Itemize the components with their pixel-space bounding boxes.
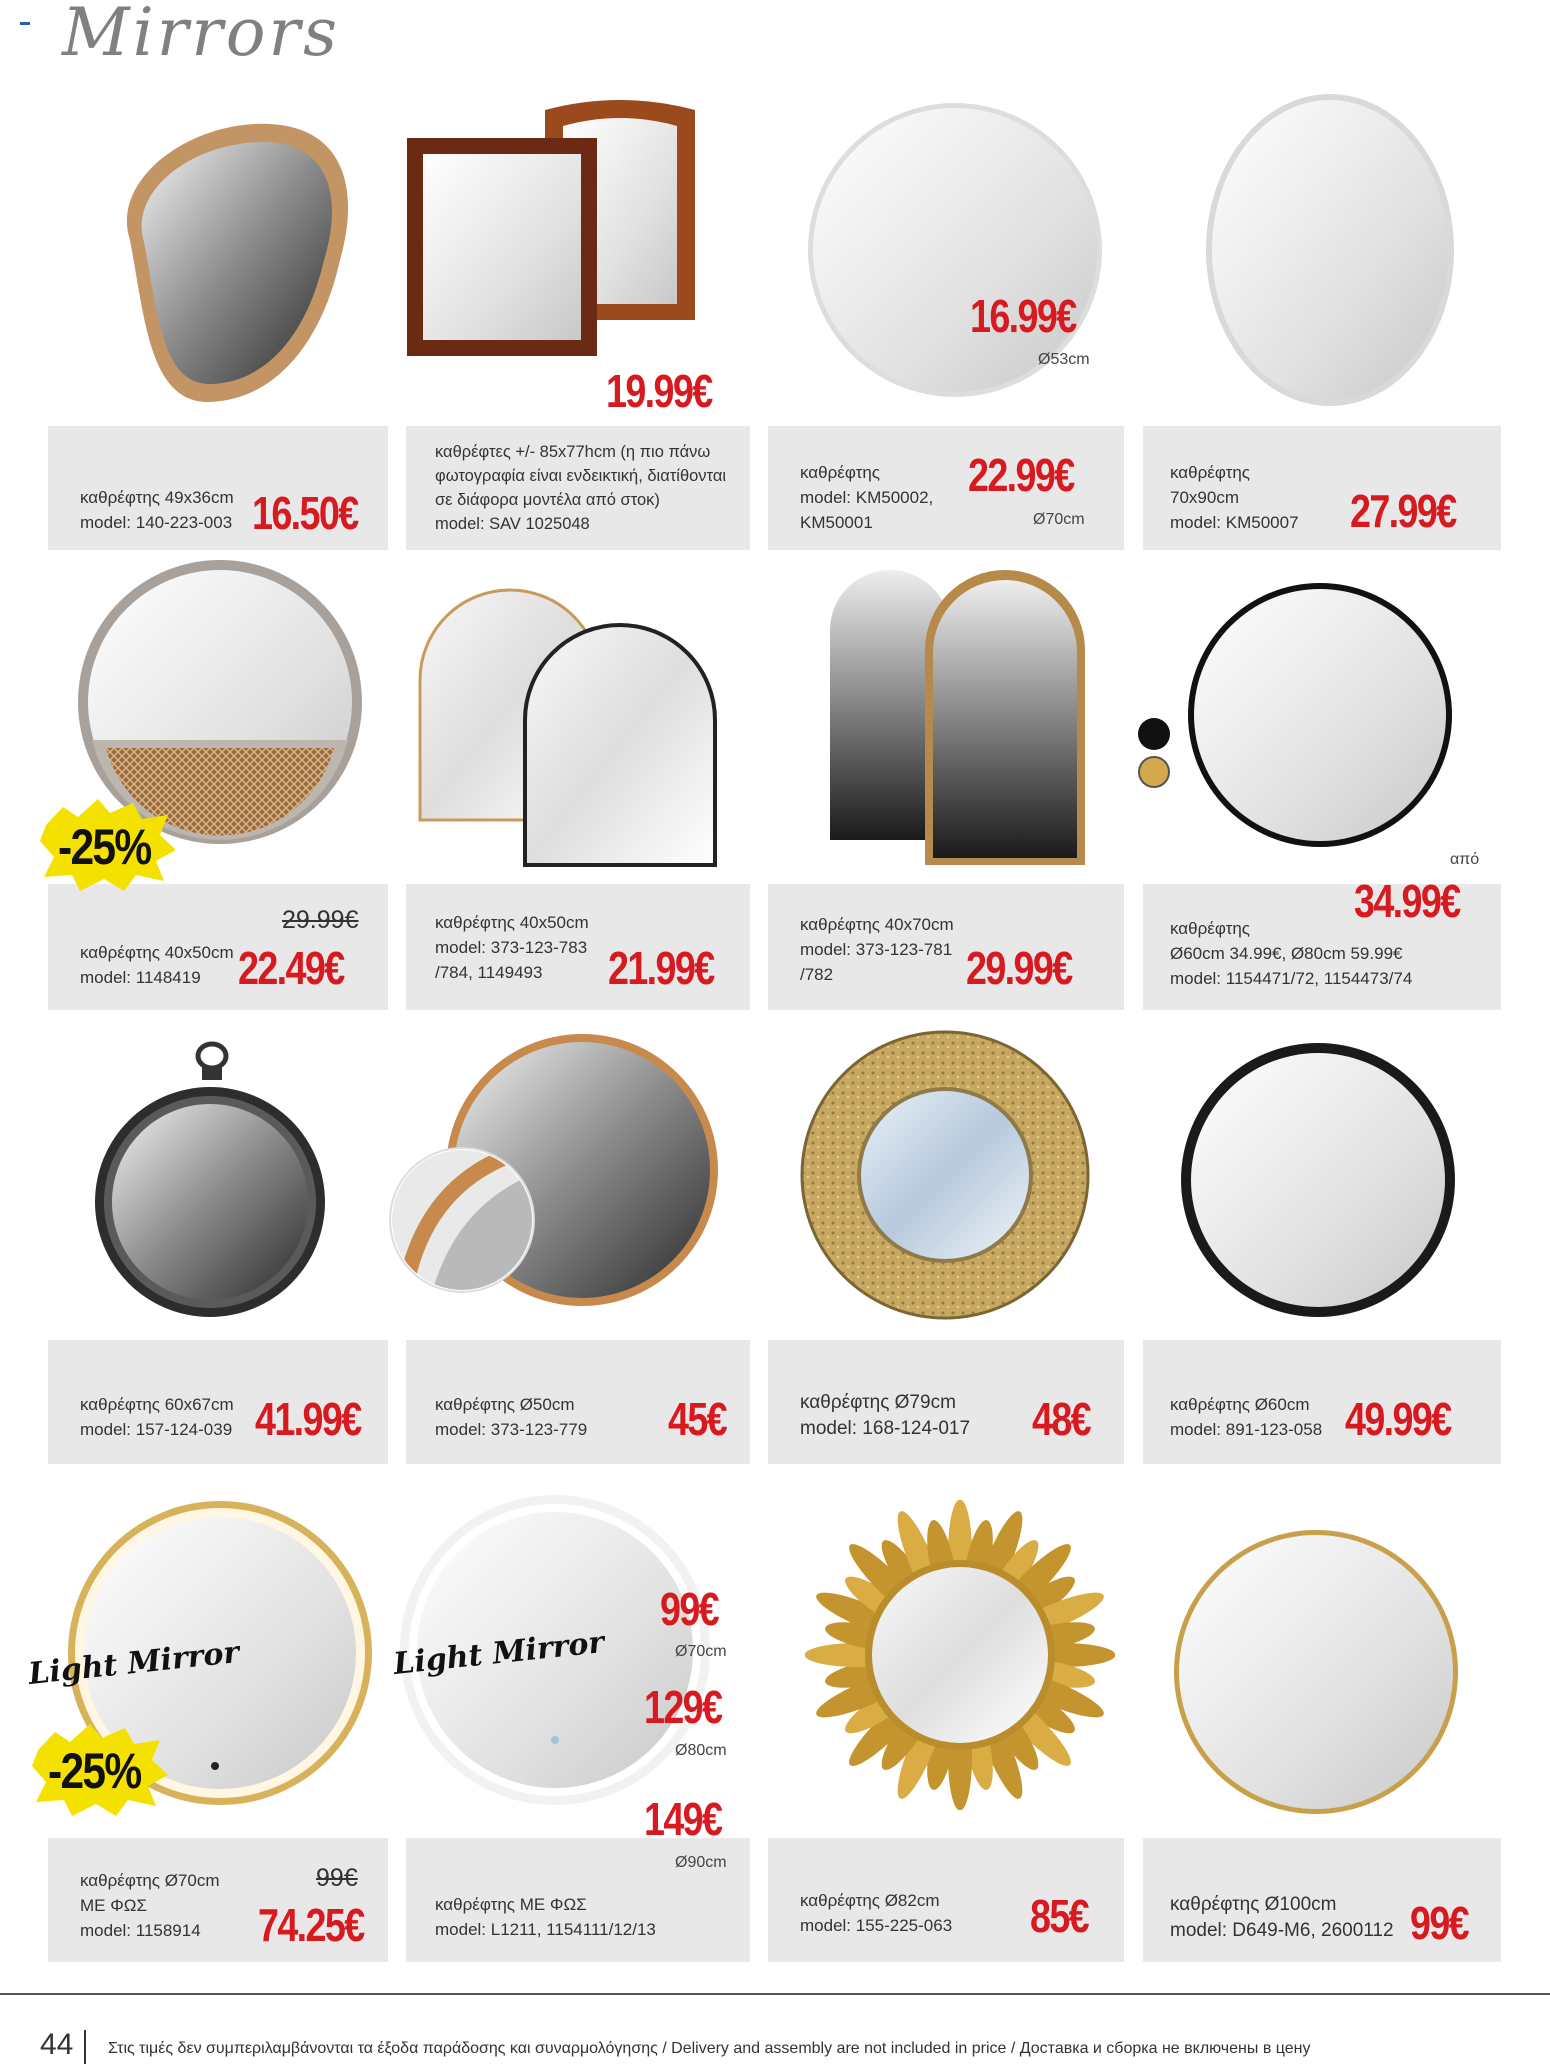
product-price: 49.99€ — [1345, 1393, 1451, 1445]
organic-wood-mirror-image — [100, 110, 360, 410]
desc-line: καθρέφτης 49x36cm — [80, 488, 234, 507]
desc-line: model: 1158914 — [80, 1921, 201, 1940]
tall-arch-mirrors-image — [825, 570, 1095, 870]
desc-line: model: 373-123-783 — [435, 938, 588, 957]
product-desc — [80, 1868, 220, 1943]
gold-sunburst-mirror-image — [805, 1500, 1115, 1810]
desc-line: καθρέφτης ΜΕ ΦΩΣ — [435, 1895, 587, 1914]
desc-line: καθρέφτης Ø100cm — [1170, 1894, 1337, 1915]
desc-line: model: 891-123-058 — [1170, 1420, 1323, 1439]
desc-line: καθρέφτες +/- 85x77hcm (η πιο πάνω — [435, 443, 711, 461]
desc-line: model: 157-124-039 — [80, 1420, 233, 1439]
corner-mark — [20, 22, 30, 25]
gold-color-swatch — [1138, 756, 1170, 788]
size-label: Ø80cm — [675, 1742, 727, 1759]
desc-line: model: 140-223-003 — [80, 513, 233, 532]
desc-line: καθρέφτης 40x50cm — [435, 913, 589, 932]
product-desc — [1170, 460, 1299, 535]
thin-gold-round-mirror-image — [1172, 1528, 1460, 1816]
footer-note: Στις τιμές δεν συμπεριλαμβάνονται τα έξοδα παράδοσης και συναρμολόγησης / Delivery and assembly are not included in price / Доставка и сборка не включены в цену — [108, 2040, 1311, 2057]
round-black-mirror-image — [1178, 1040, 1458, 1320]
desc-line: καθρέφτης 60x67cm — [80, 1395, 234, 1414]
desc-line: 70x90cm — [1170, 488, 1239, 507]
round-black-frame-mirror-image — [1185, 580, 1465, 850]
product-price: 149€ — [644, 1793, 722, 1845]
light-mirror-label: Light Mirror — [391, 1625, 606, 1682]
old-price: 99€ — [316, 1864, 358, 1892]
desc-line: /782 — [800, 965, 834, 984]
arch-mirrors-gold-black-image — [415, 580, 735, 870]
desc-line: καθρέφτης Ø70cm — [80, 1871, 220, 1890]
footer-divider — [0, 1993, 1550, 1995]
product-price: 85€ — [1030, 1890, 1089, 1942]
product-desc — [800, 912, 954, 987]
desc-line: φωτογραφία είναι ενδεικτική, διατίθονται — [435, 467, 727, 485]
product-desc — [435, 1892, 656, 1942]
product-price: 19.99€ — [606, 365, 712, 417]
page-title: Mirrors — [62, 0, 340, 71]
black-color-swatch — [1138, 718, 1170, 750]
product-desc — [800, 460, 933, 535]
product-desc — [800, 1888, 952, 1938]
product-desc — [80, 485, 234, 535]
product-price: 41.99€ — [255, 1393, 361, 1445]
desc-line: model: 1154471/72, 1154473/74 — [1170, 969, 1413, 988]
desc-line: Ø60cm 34.99€, Ø80cm 59.99€ — [1170, 944, 1403, 963]
product-price: 99€ — [660, 1583, 719, 1635]
product-desc — [435, 440, 726, 536]
product-price-large: 22.99€ — [968, 449, 1074, 501]
desc-line: καθρέφτης 40x50cm — [80, 943, 234, 962]
desc-line: KM50001 — [800, 513, 873, 532]
wooden-frame-mirrors-image — [405, 90, 745, 360]
product-price: 45€ — [668, 1393, 727, 1445]
product-price: 29.99€ — [966, 942, 1072, 994]
product-price: 129€ — [644, 1681, 722, 1733]
desc-line: model: L1211, 1154111/12/13 — [435, 1920, 656, 1939]
product-price: 21.99€ — [608, 942, 714, 994]
desc-line: model: 168-124-017 — [800, 1418, 971, 1439]
product-desc — [80, 1392, 234, 1442]
size-label: Ø90cm — [675, 1854, 727, 1871]
oval-frameless-mirror-image — [1200, 90, 1460, 410]
desc-line: model: KM50002, — [800, 488, 934, 507]
product-price: 16.50€ — [252, 487, 358, 539]
product-desc — [1170, 1892, 1394, 1944]
desc-line: model: 1148419 — [80, 968, 201, 987]
desc-line: καθρέφτης — [1170, 463, 1250, 482]
product-price: 27.99€ — [1350, 485, 1456, 537]
size-label: Ø53cm — [1038, 351, 1090, 368]
product-price: 74.25€ — [258, 1899, 364, 1951]
product-price: 22.49€ — [238, 942, 344, 994]
desc-line: καθρέφτης Ø82cm — [800, 1891, 940, 1910]
desc-line: καθρέφτης 40x70cm — [800, 915, 954, 934]
light-mirror-label: Light Mirror — [26, 1635, 241, 1692]
desc-line: model: 373-123-781 — [800, 940, 953, 959]
desc-line: ΜΕ ΦΩΣ — [80, 1896, 148, 1915]
gold-textured-round-mirror-image — [800, 1030, 1090, 1320]
product-price: 48€ — [1032, 1393, 1091, 1445]
size-label: Ø70cm — [1033, 511, 1085, 528]
desc-line: /784, 1149493 — [435, 963, 543, 982]
product-desc — [800, 1390, 970, 1442]
product-price-small: 16.99€ — [970, 290, 1076, 342]
product-desc — [435, 910, 589, 985]
desc-line: καθρέφτης Ø60cm — [1170, 1395, 1310, 1414]
desc-line: model: 373-123-779 — [435, 1420, 588, 1439]
price-prefix: από — [1450, 851, 1480, 868]
copper-round-mirror-image — [385, 1030, 725, 1320]
desc-line: καθρέφτης Ø50cm — [435, 1395, 575, 1414]
hanging-round-mirror-image — [90, 1040, 330, 1320]
size-label: Ø70cm — [675, 1643, 727, 1660]
discount-badge: -25% — [48, 1743, 141, 1799]
product-desc — [80, 940, 234, 990]
desc-line: model: D649-M6, 2600112 — [1170, 1920, 1394, 1941]
desc-line: σε διάφορα μοντέλα από στοκ) — [435, 491, 660, 509]
old-price: 29.99€ — [282, 906, 359, 934]
product-price: 34.99€ — [1354, 875, 1460, 927]
footer-separator — [84, 2030, 86, 2064]
desc-line: model: KM50007 — [1170, 513, 1299, 532]
desc-line: model: SAV 1025048 — [435, 515, 590, 533]
desc-line: καθρέφτης Ø79cm — [800, 1392, 956, 1413]
discount-badge: -25% — [58, 819, 151, 875]
product-desc — [435, 1392, 587, 1442]
desc-line: model: 155-225-063 — [800, 1916, 953, 1935]
product-desc — [1170, 916, 1412, 991]
page-number: 44 — [40, 2028, 74, 2061]
desc-line: καθρέφτης — [1170, 919, 1250, 938]
desc-line: καθρέφτης — [800, 463, 880, 482]
product-desc — [1170, 1392, 1322, 1442]
product-price: 99€ — [1410, 1897, 1469, 1949]
